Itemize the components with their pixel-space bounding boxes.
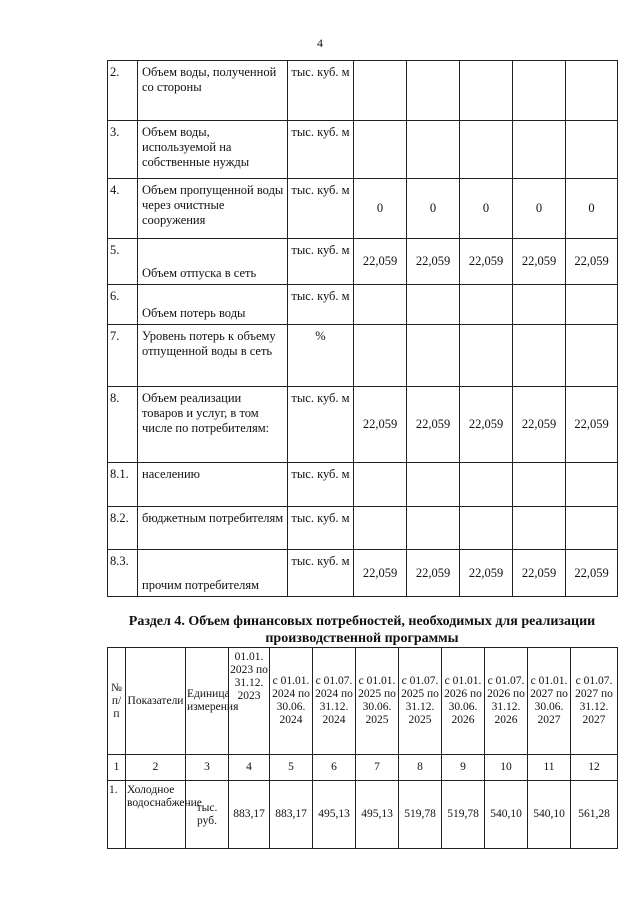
table-row bbox=[108, 781, 618, 849]
row-indicator: Объем реализации товаров и услуг, в том числе по потребителям: bbox=[138, 387, 288, 463]
row-value: 519,78 bbox=[442, 781, 485, 849]
row-unit: тыс. куб. м bbox=[288, 285, 354, 325]
column-number: 5 bbox=[270, 755, 313, 781]
column-number: 7 bbox=[356, 755, 399, 781]
row-value: 22,059 bbox=[460, 550, 513, 597]
row-unit: тыс. руб. bbox=[186, 781, 229, 849]
row-value bbox=[566, 285, 618, 325]
column-number: 8 bbox=[399, 755, 442, 781]
table-row bbox=[108, 507, 618, 550]
row-value bbox=[354, 463, 407, 507]
row-number: 5. bbox=[108, 239, 138, 285]
water-volume-table bbox=[107, 60, 618, 597]
row-value: 0 bbox=[407, 179, 460, 239]
row-value bbox=[407, 507, 460, 550]
row-value bbox=[354, 507, 407, 550]
row-value bbox=[460, 507, 513, 550]
row-value: 495,13 bbox=[356, 781, 399, 849]
row-indicator: Объем воды, используемой на собственные нужды bbox=[138, 121, 288, 179]
row-unit: тыс. куб. м bbox=[288, 121, 354, 179]
row-number: 8. bbox=[108, 387, 138, 463]
row-indicator: Объем воды, полученной со стороны bbox=[138, 61, 288, 121]
column-header: Показатели bbox=[126, 648, 186, 755]
row-unit: % bbox=[288, 325, 354, 387]
row-number: 4. bbox=[108, 179, 138, 239]
column-number: 2 bbox=[126, 755, 186, 781]
row-value bbox=[354, 61, 407, 121]
row-value bbox=[513, 325, 566, 387]
column-header: с 01.07. 2026 по 31.12. 2026 bbox=[485, 648, 528, 755]
row-unit: тыс. куб. м bbox=[288, 179, 354, 239]
row-value: 22,059 bbox=[460, 387, 513, 463]
table-row bbox=[108, 239, 618, 285]
row-indicator: Объем потерь воды bbox=[138, 285, 288, 325]
row-number: 6. bbox=[108, 285, 138, 325]
row-value bbox=[460, 285, 513, 325]
row-value bbox=[354, 325, 407, 387]
column-number: 11 bbox=[528, 755, 571, 781]
row-value bbox=[407, 61, 460, 121]
row-value: 561,28 bbox=[571, 781, 618, 849]
row-value: 22,059 bbox=[566, 387, 618, 463]
row-value bbox=[460, 325, 513, 387]
row-unit: тыс. куб. м bbox=[288, 550, 354, 597]
row-value bbox=[566, 61, 618, 121]
table-row bbox=[108, 387, 618, 463]
column-number-row bbox=[108, 755, 618, 781]
table-row bbox=[108, 121, 618, 179]
row-value bbox=[566, 121, 618, 179]
row-value bbox=[460, 61, 513, 121]
row-value bbox=[566, 325, 618, 387]
row-number: 8.3. bbox=[108, 550, 138, 597]
column-header: с 01.07. 2024 по 31.12. 2024 bbox=[313, 648, 356, 755]
financial-needs-table-body bbox=[108, 648, 618, 849]
column-header: с 01.01. 2025 по 30.06. 2025 bbox=[356, 648, 399, 755]
row-indicator: Объем пропущенной воды через очистные сооружения bbox=[138, 179, 288, 239]
row-unit: тыс. куб. м bbox=[288, 239, 354, 285]
row-indicator: Объем отпуска в сеть bbox=[138, 239, 288, 285]
row-value bbox=[513, 121, 566, 179]
page-number: 4 bbox=[317, 36, 323, 50]
column-header: 01.01. 2023 по 31.12. 2023 bbox=[229, 648, 270, 755]
row-value: 0 bbox=[566, 179, 618, 239]
section-4-title: Раздел 4. Объем финансовых потребностей, необходимых для реализации производственной программы bbox=[128, 614, 596, 646]
water-volume-table-body bbox=[108, 61, 618, 597]
row-value: 540,10 bbox=[485, 781, 528, 849]
table-row bbox=[108, 325, 618, 387]
row-number: 1. bbox=[108, 781, 126, 849]
row-value bbox=[513, 507, 566, 550]
row-value bbox=[513, 463, 566, 507]
row-value: 519,78 bbox=[399, 781, 442, 849]
row-value bbox=[407, 325, 460, 387]
row-value bbox=[407, 285, 460, 325]
table-row bbox=[108, 463, 618, 507]
table-row bbox=[108, 179, 618, 239]
row-number: 8.2. bbox=[108, 507, 138, 550]
financial-needs-table bbox=[107, 647, 618, 849]
row-unit: тыс. куб. м bbox=[288, 507, 354, 550]
row-value: 22,059 bbox=[513, 550, 566, 597]
row-value bbox=[460, 463, 513, 507]
row-number: 7. bbox=[108, 325, 138, 387]
column-number: 6 bbox=[313, 755, 356, 781]
column-number: 1 bbox=[108, 755, 126, 781]
row-value: 22,059 bbox=[354, 550, 407, 597]
row-value: 22,059 bbox=[407, 239, 460, 285]
column-header: с 01.01. 2027 по 30.06. 2027 bbox=[528, 648, 571, 755]
row-indicator: Холодное водоснабжение bbox=[126, 781, 186, 849]
table-row bbox=[108, 285, 618, 325]
row-unit: тыс. куб. м bbox=[288, 463, 354, 507]
header-row bbox=[108, 648, 618, 755]
column-header: с 01.07. 2025 по 31.12. 2025 bbox=[399, 648, 442, 755]
row-value: 22,059 bbox=[566, 239, 618, 285]
row-value: 22,059 bbox=[513, 387, 566, 463]
column-number: 12 bbox=[571, 755, 618, 781]
row-value: 540,10 bbox=[528, 781, 571, 849]
row-number: 3. bbox=[108, 121, 138, 179]
row-value bbox=[354, 121, 407, 179]
row-value: 22,059 bbox=[354, 239, 407, 285]
row-value: 22,059 bbox=[354, 387, 407, 463]
column-number: 9 bbox=[442, 755, 485, 781]
column-header: № п/п bbox=[108, 648, 126, 755]
row-indicator: бюджетным потребителям bbox=[138, 507, 288, 550]
column-number: 10 bbox=[485, 755, 528, 781]
row-value: 22,059 bbox=[407, 387, 460, 463]
row-value: 883,17 bbox=[270, 781, 313, 849]
row-number: 8.1. bbox=[108, 463, 138, 507]
column-header: с 01.07. 2027 по 31.12. 2027 bbox=[571, 648, 618, 755]
table-row bbox=[108, 61, 618, 121]
row-value bbox=[513, 61, 566, 121]
row-value: 0 bbox=[354, 179, 407, 239]
row-value: 22,059 bbox=[513, 239, 566, 285]
row-value: 883,17 bbox=[229, 781, 270, 849]
row-unit: тыс. куб. м bbox=[288, 387, 354, 463]
row-value bbox=[407, 121, 460, 179]
row-value bbox=[460, 121, 513, 179]
row-indicator: прочим потребителям bbox=[138, 550, 288, 597]
row-value: 0 bbox=[513, 179, 566, 239]
row-value bbox=[354, 285, 407, 325]
row-value bbox=[407, 463, 460, 507]
row-value: 22,059 bbox=[407, 550, 460, 597]
row-unit: тыс. куб. м bbox=[288, 61, 354, 121]
table-row bbox=[108, 550, 618, 597]
row-value bbox=[513, 285, 566, 325]
column-number: 3 bbox=[186, 755, 229, 781]
column-header: с 01.01. 2024 по 30.06. 2024 bbox=[270, 648, 313, 755]
row-indicator: населению bbox=[138, 463, 288, 507]
row-value: 0 bbox=[460, 179, 513, 239]
row-number: 2. bbox=[108, 61, 138, 121]
row-value: 22,059 bbox=[460, 239, 513, 285]
row-value bbox=[566, 463, 618, 507]
column-header: с 01.01. 2026 по 30.06. 2026 bbox=[442, 648, 485, 755]
row-value bbox=[566, 507, 618, 550]
column-header: Единица измерения bbox=[186, 648, 229, 755]
row-value: 495,13 bbox=[313, 781, 356, 849]
row-indicator: Уровень потерь к объему отпущенной воды в сеть bbox=[138, 325, 288, 387]
row-value: 22,059 bbox=[566, 550, 618, 597]
column-number: 4 bbox=[229, 755, 270, 781]
